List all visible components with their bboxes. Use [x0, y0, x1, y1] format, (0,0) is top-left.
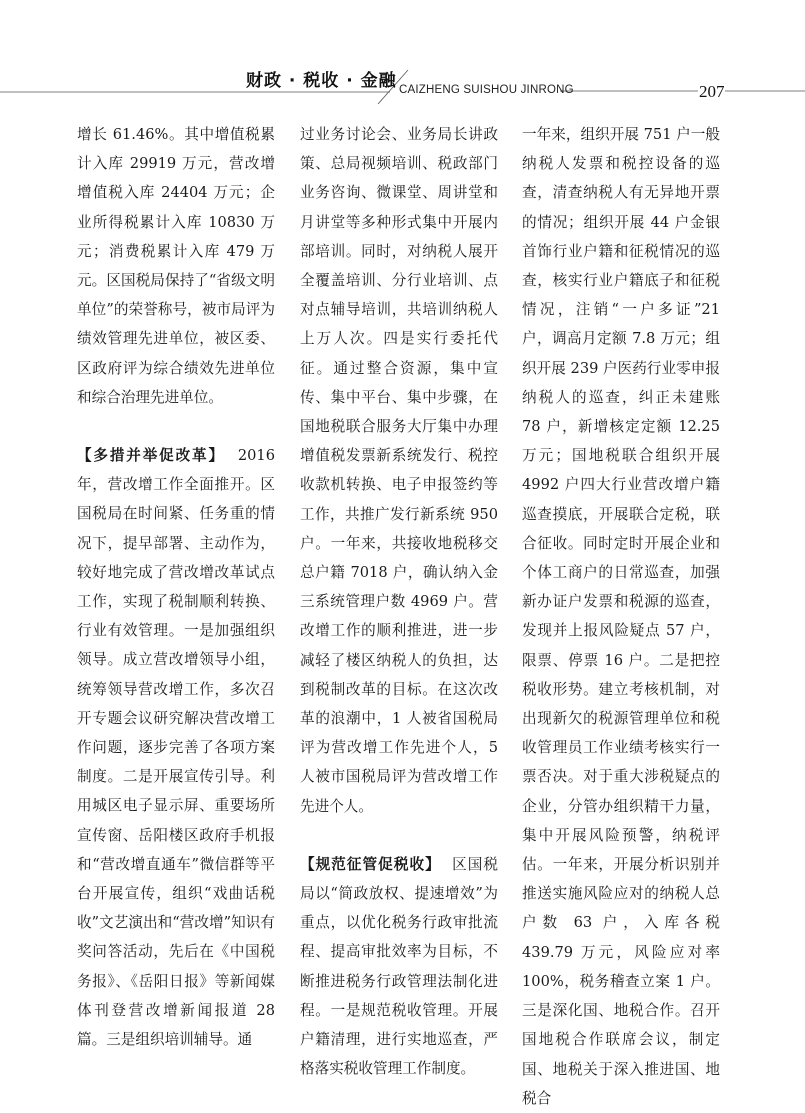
text-column-1 — [77, 120, 275, 1054]
paragraph: 过业务讨论会、业务局长讲政策、总局视频培训、税政部门业务咨询、微课堂、周讲堂和月讲堂等多种形式集中开展内部培训。同时，对纳税人展开全覆盖培训、分行业培训、点对点辅导培训，共培训纳税人上万人次。四是实行委托代征。通过整合资源，集中宣传、集中平台、集中步骤，在国地税联合服务大厅集中办理增值税发票新系统发行、税控收款机转换、电子申报签约等工作，共推广发行新系统 950 户。一年来，共接收地税移交总户籍 7018 户，确认纳入金三系统管理户数 4969 户。营改增工作的顺利推进，进一步减轻了楼区纳税人的负担，达到税制改革的目标。在这次改革的浪潮中，1 人被省国税局评为营改增工作先进个人，5 人被市国税局评为营改增工作先进个人。 — [300, 126, 498, 815]
section-subtitle-pinyin: CAIZHENG SUISHOU JINRONG — [399, 84, 574, 96]
text-column-2 — [300, 120, 498, 1084]
page-header — [0, 0, 805, 110]
paragraph-text: 2016 年，营改增工作全面推开。区国税局在时间紧、任务重的情况下，提早部署、主动作为，较好地完成了营改增改革试点工作，实现了税制顺利转换、行业有效管理。一是加强组织领导。成立营改增领导小组，统筹领导营改增工作，多次召开专题会议研究解决营改增工作问题，逐步完善了各项方案制度。二是开展宣传引导。利用城区电子显示屏、重要场所宣传窗、岳阳楼区政府手机报和“营改增直通车”微信群等平台开展宣传，组织“戏曲话税收”文艺演出和“营改增”知识有奖问答活动，先后在《中国税务报》、《岳阳日报》等新闻媒体刊登营改增新闻报道 28 篇。三是组织培训辅导。通 — [77, 447, 275, 1049]
paragraph: 增长 61.46%。其中增值税累计入库 29919 万元，营改增增值税入库 24404 万元；企业所得税累计入库 10830 万元；消费税累计入库 479 万元。区国税局保持了“省级文明单位”的荣誉称号，被市局评为绩效管理先进单位，被区委、区政府评为综合绩效先进单位和综合治理先进单位。 — [77, 126, 275, 406]
paragraph — [77, 441, 275, 1054]
text-column-3 — [522, 120, 720, 1113]
section-heading: 【多措并举促改革】 — [77, 447, 225, 465]
paragraph: 一年来，组织开展 751 户一般纳税人发票和税控设备的巡查，清查纳税人有无异地开票的情况；组织开展 44 户金银首饰行业户籍和征税情况的巡查，核实行业户籍底子和征税情况，注销“一户多证”21 户，调高月定额 7.8 万元；组织开展 239 户医药行业零申报纳税人的巡查，纠正未建账 78 户，新增核定定额 12.25 万元；国地税联合组织开展 4992 户四大行业营改增户籍巡查摸底，开展联合定税，联合征收。同时定时开展企业和个体工商户的日常巡查，加强新办证户发票和税源的巡查，发现并上报风险疑点 57 户，限票、停票 16 户。二是把控税收形势。建立考核机制，对出现新欠的税源管理单位和税收管理员工作业绩考核实行一票否决。对于重大涉税疑点的企业，分管办组织精干力量，集中开展风险预警，纳税评估。一年来，开展分析识别并推送实施风险应对的纳税人总户数 63 户，入库各税 439.79 万元，风险应对率 100%，税务稽查立案 1 户。三是深化国、地税合作。召开国地税合作联席会议，制定国、地税关于深入推进国、地税合 — [522, 126, 720, 1107]
paragraph-text: 区国税局以“简政放权、提速增效”为重点，以优化税务行政审批流程、提高审批效率为目标，不断推进税务行政管理法制化进程。一是规范税收管理。开展户籍清理，进行实地巡查，严格落实税收管理工作制度。 — [300, 855, 498, 1078]
page-number: 207 — [699, 82, 725, 101]
section-heading: 【规范征管促税收】 — [300, 855, 441, 873]
paragraph — [300, 850, 498, 1084]
section-title-header: 财政 · 税收 · 金融 — [246, 71, 397, 91]
